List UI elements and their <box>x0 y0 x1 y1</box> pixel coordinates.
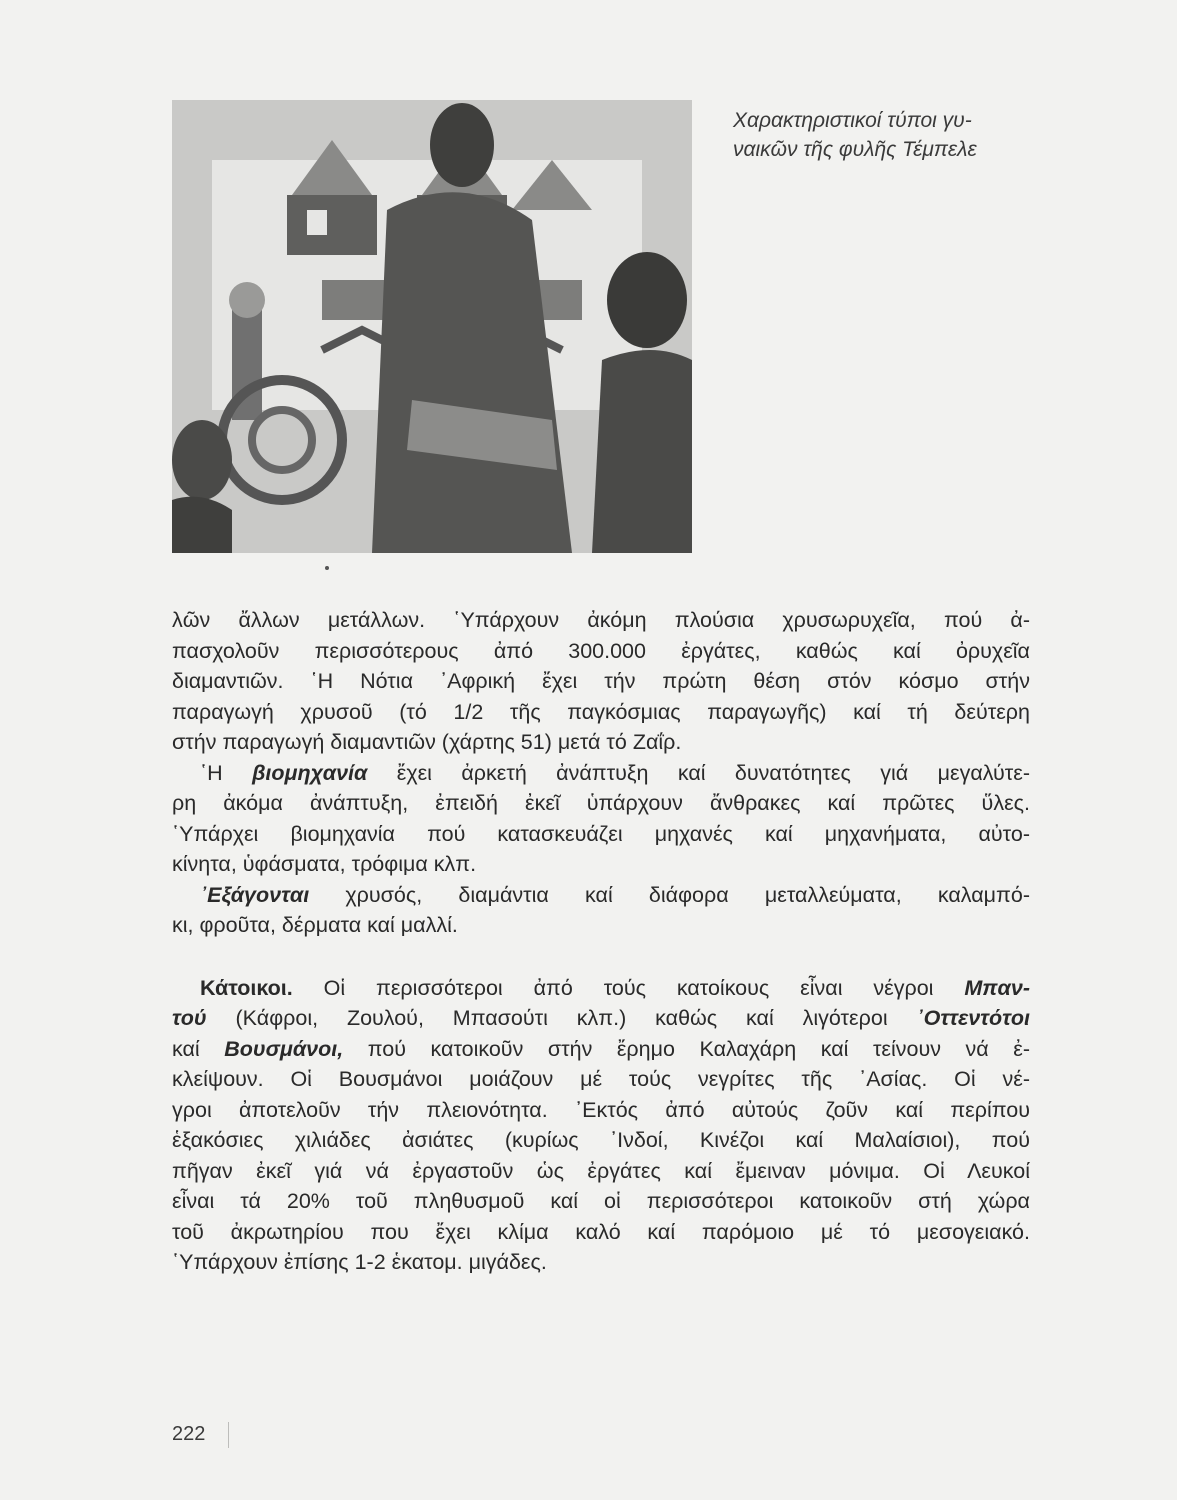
p4-line-5: γροι ἀποτελοῦν τήν πλειονότητα. ᾿Εκτός ἀπό αὐτούς ζοῦν καί περίπου <box>172 1097 1030 1122</box>
p2-line-2: ρη ἀκόμα ἀνάπτυξη, ἐπειδή ἐκεῖ ὑπάρχουν ἄνθρακες καί πρῶτες ὕλες. <box>172 791 1030 815</box>
tribe-women-photo <box>172 100 692 553</box>
p4-line-9: τοῦ ἀκρωτηρίου που ἔχει κλίμα καλό καί παρόμοιο μέ τό μεσογειακό. <box>172 1219 1030 1244</box>
p4-l3-text: πού κατοικοῦν στήν ἔρημο Καλαχάρη καί τείνουν νά ἐ- <box>343 1036 1030 1061</box>
caption-line-1: Χαρακτηριστικοί τύποι γυ- <box>733 109 972 132</box>
term-industry: βιομηχανία <box>252 760 368 785</box>
p1-line-4: παραγωγή χρυσοῦ (τό 1/2 τῆς παγκόσμιας παραγωγῆς) καί τή δεύτερη <box>172 699 1030 724</box>
term-hottentots: ᾿Οττεντότοι <box>916 1006 1030 1030</box>
p2-line-4: κίνητα, ὑφάσματα, τρόφιμα κλπ. <box>172 852 477 876</box>
p2-prefix: ῾Η <box>200 760 253 785</box>
section-gap <box>172 941 1030 973</box>
p2-line-1 <box>172 758 1030 789</box>
p4-line-10: ῾Υπάρχουν ἐπίσης 1-2 ἑκατομ. μιγάδες. <box>172 1250 547 1274</box>
p1-line-2: πασχολοῦν περισσότερους ἀπό 300.000 ἐργάτες, καθώς καί ὀρυχεῖα <box>172 638 1030 663</box>
p3-first-rest: χρυσός, διαμάντια καί διάφορα μεταλλεύματα, καλαμπό- <box>309 882 1030 907</box>
p4-line-8: εἶναι τά 20% τοῦ πληθυσμοῦ καί οἱ περισσότεροι κατοικοῦν στή χώρα <box>172 1189 1030 1213</box>
term-bantu-1: Μπαν- <box>964 975 1030 1000</box>
p4-line-4: κλείψουν. Οἱ Βουσμάνοι μοιάζουν μέ τούς νεγρίτες τῆς ᾿Ασίας. Οἱ νέ- <box>172 1067 1030 1091</box>
p4-line-3 <box>172 1034 1030 1065</box>
section-heading-inhabitants: Κάτοικοι. <box>200 975 293 1000</box>
term-exports: ᾿Εξάγονται <box>200 882 310 907</box>
page-number: 222 <box>172 1423 206 1445</box>
p2-line-3: ῾Υπάρχει βιομηχανία πού κατασκευάζει μηχανές καί μηχανήματα, αὐτο- <box>172 821 1030 846</box>
body-text <box>172 605 1030 1278</box>
page-number-rule <box>228 1422 229 1448</box>
term-bantu-2: τού <box>172 1006 207 1030</box>
print-speck <box>325 566 329 570</box>
p4-line-7: πῆγαν ἐκεῖ γιά νά ἐργαστοῦν ὡς ἐργάτες καί ἔμειναν μόνιμα. Οἱ Λευκοί <box>172 1158 1030 1183</box>
p4-line-2 <box>172 1003 1030 1034</box>
p2-first-rest: ἔχει ἀρκετή ἀνάπτυξη καί δυνατότητες γιά μεγαλύτε- <box>367 760 1030 785</box>
p4-l3-pre: καί <box>172 1036 225 1061</box>
p1-line-5: στήν παραγωγή διαμαντιῶν (χάρτης 51) μετά τό Ζαΐρ. <box>172 730 682 754</box>
photo-illustration <box>172 100 692 553</box>
caption-line-2: ναικῶν τῆς φυλῆς Τέμπελε <box>733 138 977 161</box>
p3-line-1 <box>172 880 1030 911</box>
p4-line-1 <box>172 973 1030 1004</box>
p4-line-6: ἑξακόσιες χιλιάδες ἀσιάτες (κυρίως ᾿Ινδοί, Κινέζοι καί Μαλαίσιοι), πού <box>172 1128 1030 1152</box>
p1-line-3: διαμαντιῶν. ῾Η Νότια ᾿Αφρική ἔχει τήν πρώτη θέση στόν κόσμο στήν <box>172 669 1030 693</box>
term-bushmen: Βουσμάνοι, <box>224 1036 344 1061</box>
p3-line-2: κι, φροῦτα, δέρματα καί μαλλί. <box>172 913 458 937</box>
p1-line-1: λῶν ἄλλων μετάλλων. ῾Υπάρχουν ἀκόμη πλούσια χρυσωρυχεῖα, πού ἀ- <box>172 608 1030 632</box>
p4-l1-text: Οἱ περισσότεροι ἀπό τούς κατοίκους εἶναι νέγροι <box>292 975 965 1000</box>
p4-l2-text: (Κάφροι, Ζουλού, Μπασούτι κλπ.) καθώς καί λιγότεροι <box>206 1006 917 1030</box>
photo-caption <box>733 106 1053 164</box>
